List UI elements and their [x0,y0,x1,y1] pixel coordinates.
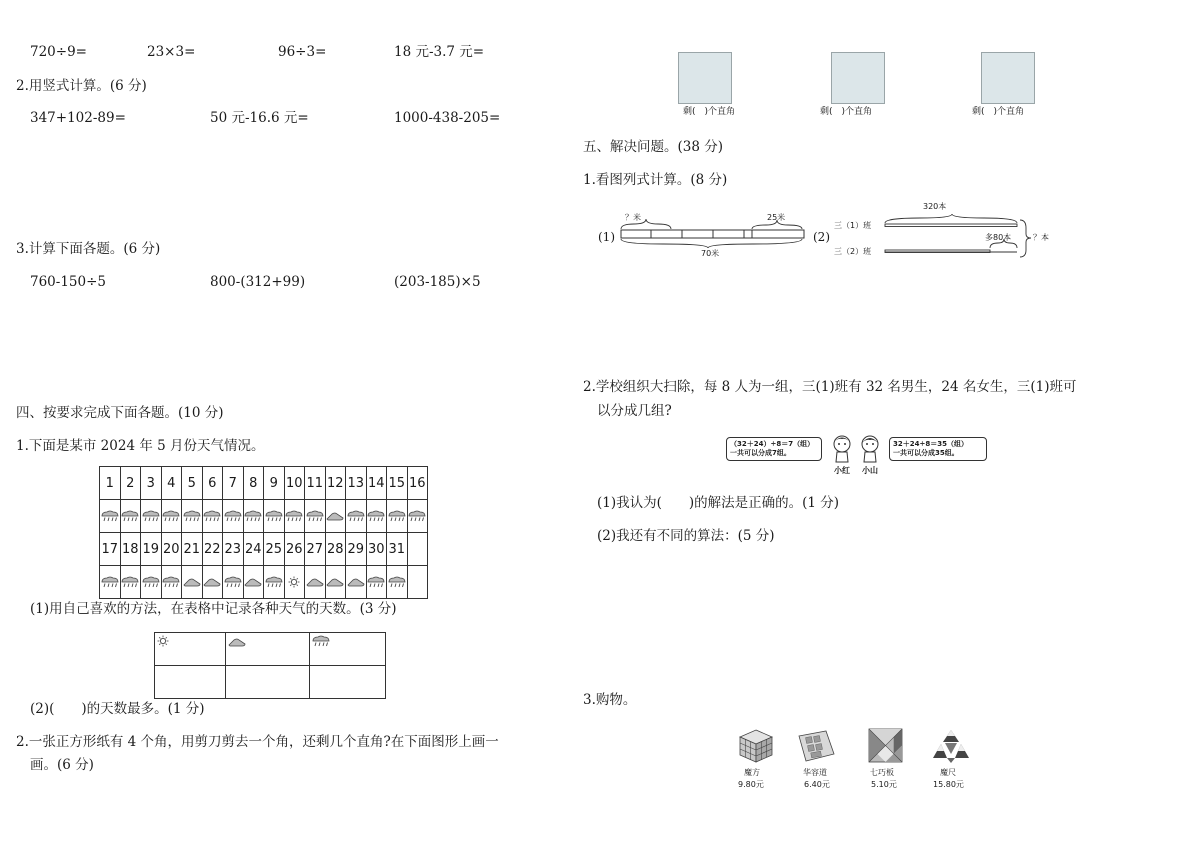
cloud-icon [306,576,324,588]
product-price: 5.10元 [871,780,897,789]
square-question-line2: 画。(6 分) [30,757,94,773]
weather-cell-cloud [202,566,223,599]
rain-icon [408,510,426,522]
day-cell: 14 [366,467,387,500]
cloud-icon [244,576,262,588]
rain-icon [224,510,242,522]
rain-icon [203,510,221,522]
square-question-line1: 2.一张正方形纸有 4 个角，用剪刀剪去一个角，还剩几个直角?在下面图形上画一 [16,734,499,750]
diagram-2-number: (2) [813,230,830,244]
diagram-1-unknown: ？米 [625,213,641,222]
diagram-1-total: 70米 [701,249,720,258]
rain-icon [265,576,283,588]
day-cell: 17 [100,533,121,566]
paper-square[interactable] [678,52,732,104]
cloud-icon [183,576,201,588]
weather-cell-rain [120,500,141,533]
rain-icon [347,510,365,522]
day-cell: 9 [264,467,285,500]
record-count-sun[interactable] [155,666,226,699]
empty-cell [407,533,428,566]
huarong-puzzle-icon [796,728,836,764]
paper-square[interactable] [981,52,1035,104]
day-cell: 13 [346,467,367,500]
rain-icon [101,576,119,588]
rain-icon [101,510,119,522]
day-cell: 24 [243,533,264,566]
weather-table [99,466,428,599]
question-3-title: 3.计算下面各题。(6 分) [16,241,161,257]
weather-cell-rain [202,500,223,533]
name-xiaoshan: 小山 [862,466,878,475]
weather-record-table [154,632,386,699]
day-cell: 4 [161,467,182,500]
bubble-xiaohong-formula: （32＋24）÷8＝7（组） [730,440,815,448]
calc-item: 760-150÷5 [30,274,106,290]
square-caption: 剩( )个直角 [683,107,736,117]
magic-snake-icon [931,728,971,764]
rain-icon [312,635,330,647]
weather-sub-question-2: (2)( )的天数最多。(1 分) [30,701,205,717]
cloud-icon [326,576,344,588]
diagram-2-class1: 三（1）班 [834,221,872,230]
day-cell: 6 [202,467,223,500]
paper-square[interactable] [831,52,885,104]
calc-item: 50 元-16.6 元= [210,110,309,126]
weather-cell-sun [284,566,305,599]
day-cell: 29 [346,533,367,566]
cloud-icon [347,576,365,588]
rain-icon [162,576,180,588]
product-name: 魔尺 [940,768,956,777]
rain-icon [142,510,160,522]
empty-cell [407,566,428,599]
diagram-2-top: 320本 [923,202,947,211]
record-count-cloud[interactable] [226,666,310,699]
weather-cell-cloud [305,566,326,599]
name-xiaohong: 小红 [834,466,850,475]
weather-cell-rain [100,500,121,533]
rain-icon [121,576,139,588]
cleaning-sub-question-2: (2)我还有不同的算法：(5 分) [597,528,775,544]
day-cell: 2 [120,467,141,500]
tangram-icon [866,728,906,764]
sun-icon [285,576,303,588]
weather-cell-cloud [243,566,264,599]
day-cell: 31 [387,533,408,566]
weather-cell-cloud [325,500,346,533]
weather-cell-rain [161,566,182,599]
weather-cell-cloud [325,566,346,599]
rain-icon [388,510,406,522]
rain-icon [183,510,201,522]
product-name: 华容道 [803,768,827,777]
cloud-icon [203,576,221,588]
weather-cell-rain [366,500,387,533]
calc-item: (203-185)×5 [394,274,481,290]
cleaning-sub-question-1: (1)我认为( )的解法是正确的。(1 分) [597,495,840,511]
rain-icon [162,510,180,522]
weather-cell-rain [100,566,121,599]
rain-icon [244,510,262,522]
day-cell: 18 [120,533,141,566]
day-cell: 27 [305,533,326,566]
diagram-2-more: 多80本 [985,233,1012,242]
product-name: 七巧板 [870,768,894,777]
record-cell-sun[interactable] [155,633,226,666]
calc-item: 23×3= [147,44,196,60]
day-cell: 21 [182,533,203,566]
calc-item: 18 元-3.7 元= [394,44,485,60]
shopping-question-title: 3.购物。 [583,692,637,708]
rain-icon [121,510,139,522]
day-cell: 3 [141,467,162,500]
day-cell: 16 [407,467,428,500]
diagram-2-class2: 三（2）班 [834,247,872,256]
day-cell: 19 [141,533,162,566]
rain-icon [367,510,385,522]
bubble-xiaoshan-formula: 32＋24÷8＝35（组） [893,440,968,448]
rain-icon [285,510,303,522]
weather-cell-rain [387,500,408,533]
day-cell: 25 [264,533,285,566]
rain-icon [367,576,385,588]
weather-cell-rain [305,500,326,533]
weather-sub-question-1: (1)用自己喜欢的方法，在表格中记录各种天气的天数。(3 分) [30,601,397,617]
sun-icon [157,635,175,647]
day-cell: 8 [243,467,264,500]
cleaning-question-line1: 2.学校组织大扫除，每 8 人为一组，三(1)班有 32 名男生，24 名女生，三(1)班可 [583,379,1077,395]
product-price: 15.80元 [933,780,964,789]
day-cell: 22 [202,533,223,566]
diagram-question-title: 1.看图列式计算。(8 分) [583,172,728,188]
diagram-1-part: 25米 [767,213,786,222]
day-cell: 28 [325,533,346,566]
line-segment-diagram-2 [880,210,1035,260]
day-cell: 11 [305,467,326,500]
weather-cell-rain [407,500,428,533]
calc-item: 720÷9= [30,44,87,60]
day-cell: 10 [284,467,305,500]
product-price: 6.40元 [804,780,830,789]
weather-cell-rain [182,500,203,533]
weather-cell-rain [223,566,244,599]
diagram-1-number: (1) [598,230,615,244]
calc-item: 1000-438-205= [394,110,501,126]
product-name: 魔方 [744,768,760,777]
day-cell: 12 [325,467,346,500]
weather-cell-rain [346,500,367,533]
day-cell: 7 [223,467,244,500]
weather-cell-rain [120,566,141,599]
weather-cell-rain [284,500,305,533]
weather-cell-rain [264,500,285,533]
bubble-xiaohong [726,437,822,461]
section-4-title: 四、按要求完成下面各题。(10 分) [16,405,224,421]
children-illustration [828,434,888,466]
weather-cell-cloud [182,566,203,599]
section-5-title: 五、解决问题。(38 分) [583,139,724,155]
rain-icon [142,576,160,588]
cloud-icon [228,636,246,648]
weather-cell-cloud [346,566,367,599]
cloud-icon [326,510,344,522]
rubiks-cube-icon [736,728,776,764]
rain-icon [388,576,406,588]
day-cell: 23 [223,533,244,566]
day-cell: 30 [366,533,387,566]
record-cell-cloud[interactable] [226,633,310,666]
diagram-2-question: ？本 [1033,233,1049,242]
weather-cell-rain [161,500,182,533]
bubble-xiaoshan [889,437,987,461]
weather-cell-rain [243,500,264,533]
rain-icon [265,510,283,522]
bubble-xiaohong-answer: 一共可以分成7组。 [730,449,791,457]
calc-item: 800-(312+99) [210,274,306,290]
day-cell: 15 [387,467,408,500]
bubble-xiaoshan-answer: 一共可以分成35组。 [893,449,959,457]
record-cell-rain[interactable] [310,633,386,666]
rain-icon [224,576,242,588]
calc-item: 96÷3= [278,44,327,60]
day-cell: 20 [161,533,182,566]
product-price: 9.80元 [738,780,764,789]
record-count-rain[interactable] [310,666,386,699]
weather-cell-rain [264,566,285,599]
weather-cell-rain [223,500,244,533]
weather-cell-rain [387,566,408,599]
calc-item: 347+102-89= [30,110,126,126]
weather-cell-rain [366,566,387,599]
weather-cell-rain [141,500,162,533]
question-2-title: 2.用竖式计算。(6 分) [16,78,147,94]
day-cell: 1 [100,467,121,500]
square-caption: 剩( )个直角 [820,107,873,117]
day-cell: 5 [182,467,203,500]
rain-icon [306,510,324,522]
weather-question-title: 1.下面是某市 2024 年 5 月份天气情况。 [16,438,265,454]
cleaning-question-line2: 以分成几组? [597,403,672,419]
square-caption: 剩( )个直角 [972,107,1025,117]
weather-cell-rain [141,566,162,599]
day-cell: 26 [284,533,305,566]
